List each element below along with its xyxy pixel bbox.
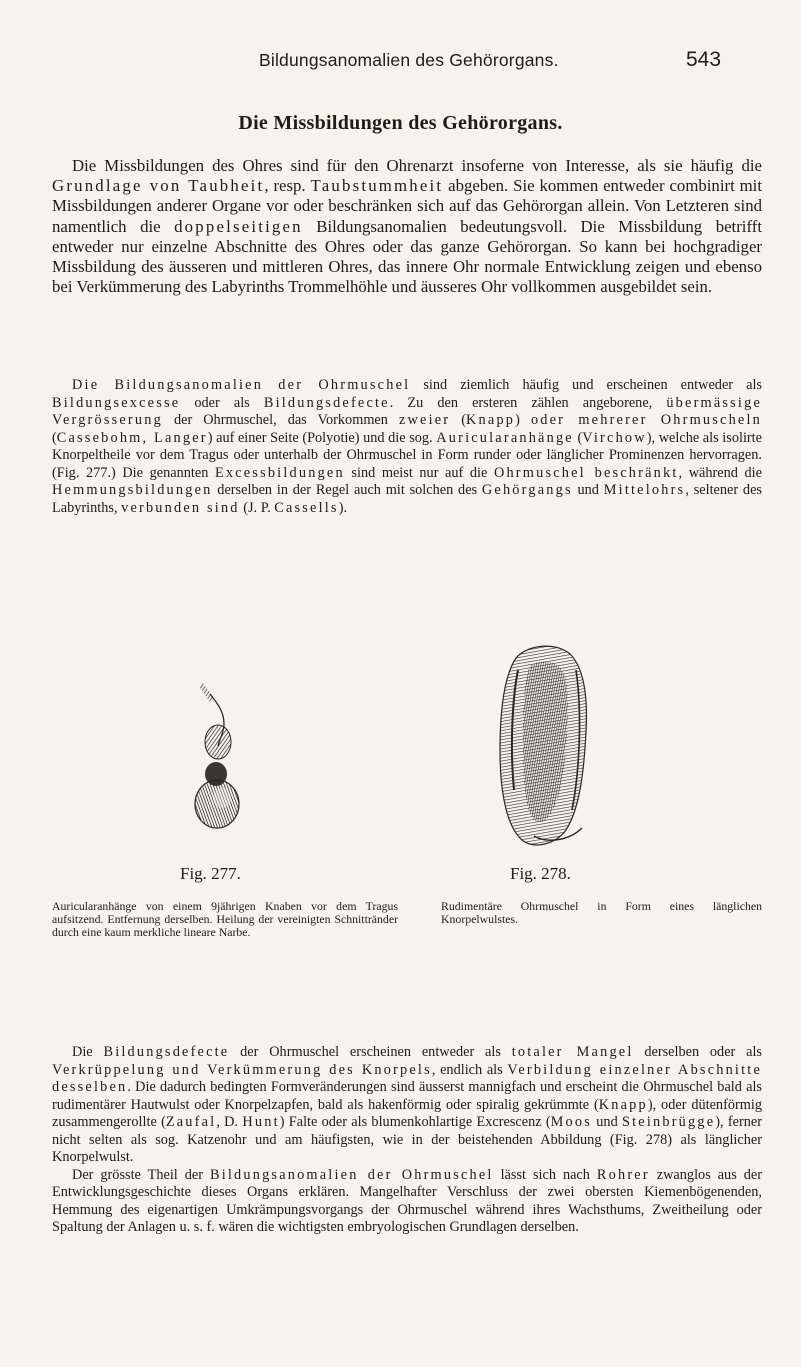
upper-appendage bbox=[205, 725, 231, 759]
text-run: ) auf einer Seite (Polyotie) und die sog. bbox=[207, 429, 437, 446]
emphasis-text: Bildungsdefecte bbox=[103, 1044, 230, 1060]
text-run: Die bbox=[72, 1044, 104, 1060]
paragraph-3 bbox=[52, 1044, 762, 1167]
page-number: 543 bbox=[686, 48, 722, 71]
text-run: , endlich als bbox=[431, 1061, 508, 1078]
text-run: ) bbox=[515, 412, 531, 428]
emphasis-text: totaler Mangel bbox=[511, 1044, 634, 1060]
intro-paragraph bbox=[52, 156, 762, 297]
text-run: derselben in der Regel auch mit solchen des bbox=[212, 482, 482, 498]
text-run: sind meist nur auf die bbox=[344, 464, 494, 481]
text-run: , während die bbox=[678, 464, 762, 481]
text-run: , resp. bbox=[264, 176, 311, 196]
emphasis-text: Moos bbox=[550, 1114, 593, 1130]
figure-277-illustration bbox=[180, 680, 260, 835]
text-run: ( bbox=[52, 429, 57, 446]
text-run: , seltener des Labyrinths, bbox=[52, 482, 762, 516]
emphasis-text: Ohrmuschel beschränkt bbox=[493, 464, 679, 481]
emphasis-text: Hunt bbox=[242, 1114, 280, 1130]
text-run: ), oder dütenförmig zusammengerollte ( bbox=[52, 1096, 762, 1130]
text-run: der Ohrmuschel erscheinen entweder als bbox=[229, 1044, 512, 1060]
paragraph-2 bbox=[52, 377, 762, 517]
paragraph-1 bbox=[52, 156, 762, 297]
paragraph-4 bbox=[52, 1167, 762, 1237]
text-run: abgeben. Sie kommen entweder combinirt mit Missbildungen anderer Organe vor oder beschränken sich auf das Gehörorgan allein. Von Letzteren sind namentlich die bbox=[52, 176, 762, 236]
emphasis-text: Knapp bbox=[598, 1096, 648, 1113]
text-run: sind ziemlich häufig und erscheinen entweder als bbox=[410, 377, 762, 393]
text-run: Der grösste Theil der bbox=[72, 1166, 210, 1183]
text-run: . Die dadurch bedingten Formveränderungen sind äusserst mannigfach und erscheint die Ohrmuschel bald als rudimentärer Hautwulst oder Knorpelzapfen, bald als hakenförmig oder spiralig gekrümmte ( bbox=[52, 1079, 762, 1113]
emphasis-text: Rohrer bbox=[596, 1166, 650, 1183]
emphasis-text: Auricularanhänge bbox=[436, 429, 574, 446]
emphasis-text: verbunden sind bbox=[121, 499, 240, 516]
text-run: ). bbox=[338, 499, 348, 516]
figure-278-illustration bbox=[478, 640, 598, 850]
emphasis-text: Hemmungsbildungen bbox=[52, 482, 213, 498]
text-run: Bildungsanomalien bedeutungsvoll. Die Missbildung betrifft entweder nur einzelne Abschnitte des Ohres oder das ganze Gehörorgan. So kann bei hochgradiger Missbildung des äusseren und mittleren Ohres, das innere Ohr normale Entwicklung zeigen und ebenso bei Verkümmerung des Labyrinths Trommelhöhle und äusseres Ohr vollkommen ausgebildet sein. bbox=[52, 216, 762, 297]
text-run: lässt sich nach bbox=[493, 1166, 597, 1183]
text-run: derselben oder als bbox=[633, 1044, 762, 1060]
figure-278-caption: Rudimentäre Ohrmuschel in Form eines länglichen Knorpelwulstes. bbox=[441, 899, 762, 926]
emphasis-text: Verkrüppelung und Verkümmerung des Knorpels bbox=[52, 1061, 432, 1078]
emphasis-text: Bildungsanomalien der Ohrmuschel bbox=[209, 1166, 494, 1183]
text-run: ( bbox=[573, 429, 583, 446]
text-run: oder als bbox=[180, 394, 264, 411]
text-run: . Zu den ersteren zählen angeborene, bbox=[389, 394, 667, 411]
emphasis-text: Virchow bbox=[582, 429, 647, 446]
emphasis-text: Bildungsdefecte bbox=[263, 394, 390, 411]
tragus-sketch bbox=[200, 682, 214, 702]
text-run: (J. P. bbox=[239, 499, 275, 516]
text-run: ) Falte oder als blumenkohlartige Excrescenz ( bbox=[279, 1114, 551, 1130]
emphasis-text: oder mehrerer Ohrmuscheln bbox=[530, 412, 762, 428]
emphasis-text: Mittelohrs bbox=[603, 482, 686, 498]
figure-277-label: Fig. 277. bbox=[180, 864, 241, 883]
figure-278-label: Fig. 278. bbox=[510, 864, 571, 883]
emphasis-text: Gehörgangs bbox=[481, 482, 573, 498]
emphasis-text: Die Bildungsanomalien der Ohrmuschel bbox=[72, 377, 411, 393]
emphasis-text: doppelseitigen bbox=[174, 216, 303, 236]
emphasis-text: Excessbildungen bbox=[214, 464, 345, 481]
running-header bbox=[0, 48, 801, 78]
defects-paragraphs bbox=[52, 1044, 762, 1237]
emphasis-text: Taubstummheit bbox=[310, 176, 444, 196]
emphasis-text: Knapp bbox=[466, 412, 516, 428]
chapter-title: Die Missbildungen des Gehörorgans. bbox=[238, 112, 563, 134]
text-run: ( bbox=[450, 412, 467, 428]
text-run: der Ohrmuschel, das Vorkommen bbox=[162, 412, 399, 428]
auricle-anomalies-paragraph bbox=[52, 377, 762, 517]
emphasis-text: Bildungsexcesse bbox=[52, 394, 181, 411]
text-run: ), ferner nicht selten als sog. Katzenohr und am häufigsten, wie in der beistehenden Abbildung (Fig. 278) als länglicher Knorpelwulst. bbox=[52, 1114, 762, 1165]
text-run: und bbox=[572, 482, 604, 498]
running-title: Bildungsanomalien des Gehörorgans. bbox=[259, 50, 559, 70]
text-run: , D. bbox=[216, 1114, 243, 1130]
text-run: und bbox=[592, 1114, 622, 1130]
figure-277-caption: Auricularanhänge von einem 9jährigen Knaben vor dem Tragus aufsitzend. Entfernung derselben. Heilung der vereinigten Schnittränder durch eine kaum merkliche lineare Narbe. bbox=[52, 899, 398, 939]
emphasis-text: Cassebohm, Langer bbox=[56, 429, 208, 446]
emphasis-text: zweier bbox=[398, 412, 451, 428]
text-run: ), welche als isolirte Knorpeltheile vor dem Tragus oder unterhalb der Ohrmuschel in Form runder oder länglicher Prominenzen hervorragen. (Fig. 277.) Die genannten bbox=[52, 429, 762, 481]
emphasis-text: Zaufal bbox=[165, 1114, 217, 1130]
emphasis-text: Verbildung einzelner Abschnitte desselben bbox=[52, 1061, 762, 1095]
text-run: Die Missbildungen des Ohres sind für den Ohrenarzt insoferne von Interesse, als sie häufig die bbox=[72, 156, 762, 175]
emphasis-text: Grundlage von Taubheit bbox=[52, 176, 265, 196]
text-run: zwanglos aus der Entwicklungsgeschichte dieses Organs erklären. Mangelhafter Verschluss der zwei obersten Kiemenbögenenden, Hemmung des eigenartigen Umkrämpungsvorgangs der Ohrmuschel während ihres Wachsthums, Zweitheilung oder Spaltung der Anlagen u. s. f. wären die wichtigsten embryologischen Grundlagen derselben. bbox=[52, 1166, 762, 1235]
emphasis-text: Steinbrügge bbox=[621, 1114, 716, 1130]
emphasis-text: übermässige Vergrösserung bbox=[52, 394, 762, 428]
emphasis-text: Cassells bbox=[274, 499, 339, 516]
